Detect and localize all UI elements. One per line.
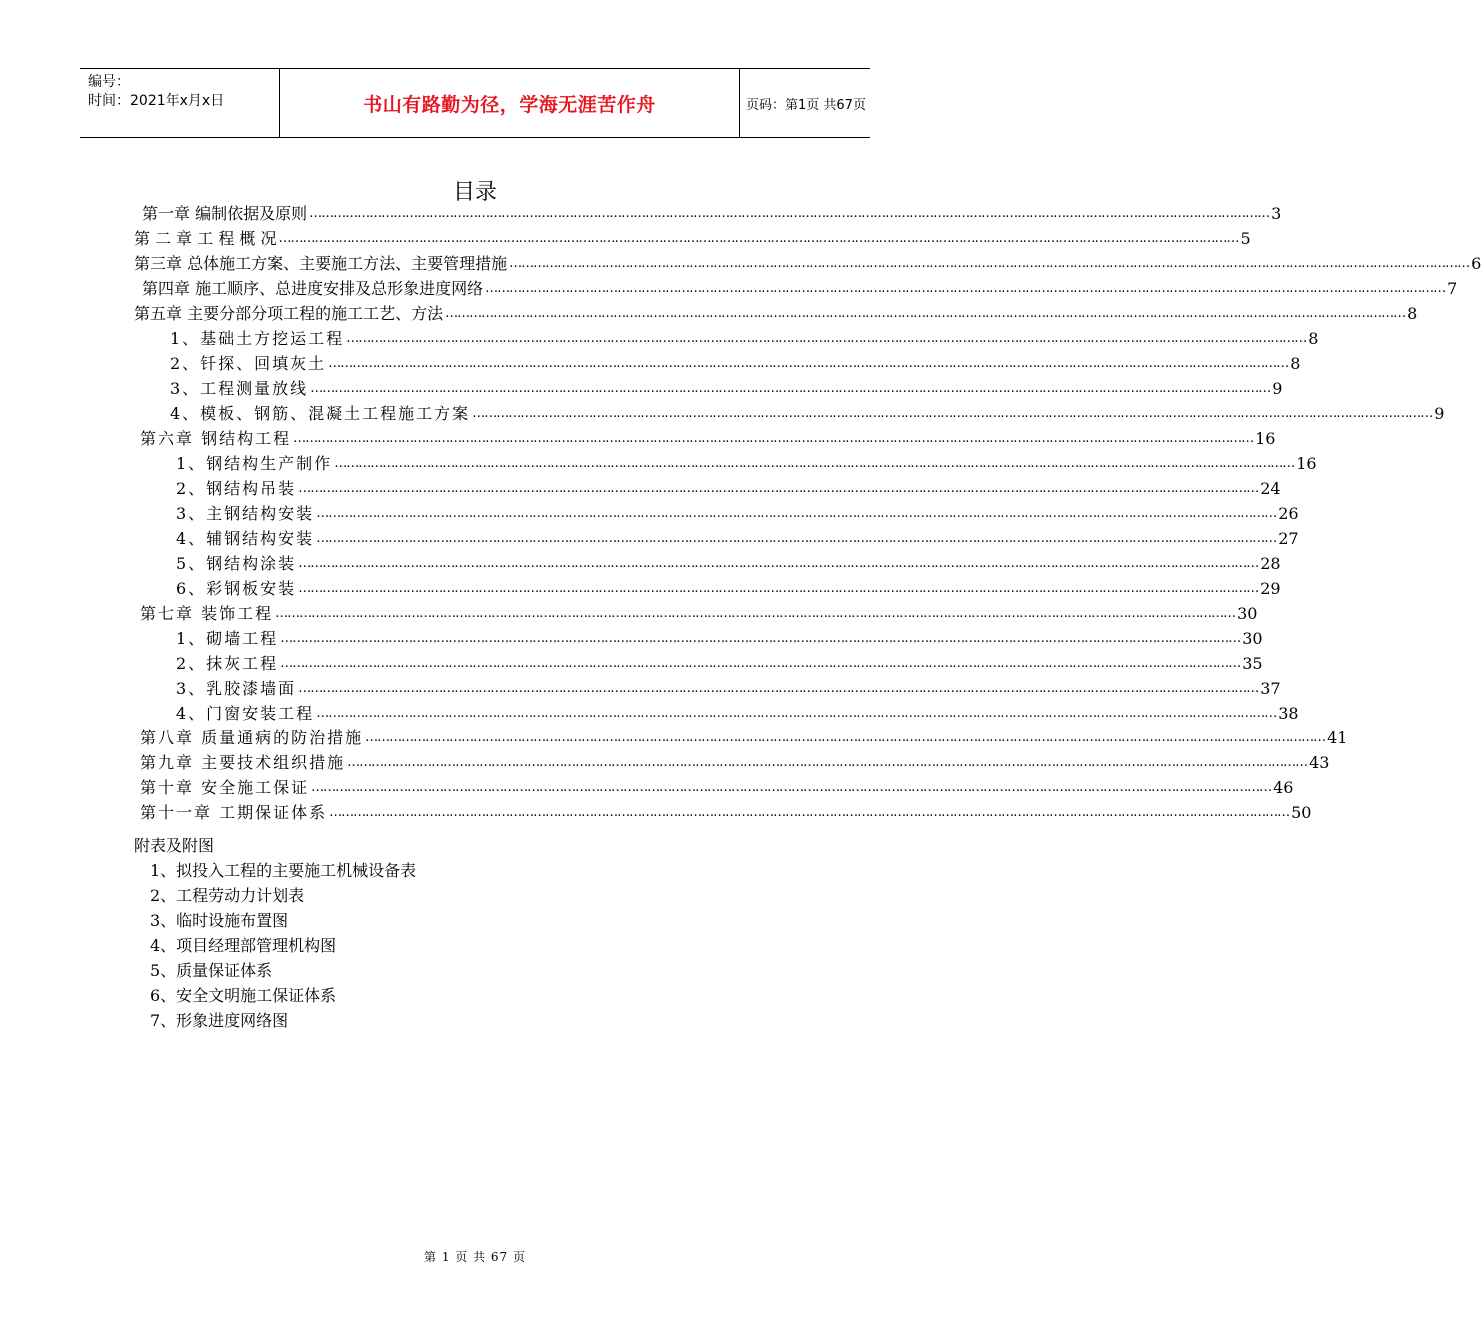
toc-entry[interactable]	[140, 428, 1276, 450]
toc-entry[interactable]	[176, 653, 1263, 675]
toc-leader-dots: ……………………………………………………………………………………………………………………………………………………………………………………………………………………	[316, 506, 1277, 521]
toc-leader-dots: ……………………………………………………………………………………………………………………………………………………………………………………………………………………	[309, 206, 1270, 221]
toc-entry-label: 第七章 装饰工程	[140, 604, 274, 623]
toc-entry[interactable]	[140, 752, 1330, 774]
toc-entry-label: 4、门窗安装工程	[176, 704, 315, 723]
toc-leader-dots: ……………………………………………………………………………………………………………………………………………………………………………………………………………………	[509, 256, 1470, 271]
toc-leader-dots: ……………………………………………………………………………………………………………………………………………………………………………………………………………………	[311, 780, 1272, 795]
toc-entry-label: 第 二 章 工 程 概 况	[134, 229, 277, 248]
toc-entry[interactable]	[140, 777, 1294, 799]
toc-entry-label: 2、抹灰工程	[176, 654, 279, 673]
toc-entry-page: 30	[1237, 604, 1258, 623]
toc-leader-dots: ……………………………………………………………………………………………………………………………………………………………………………………………………………………	[485, 281, 1446, 296]
toc-entry[interactable]	[176, 528, 1299, 550]
toc-entry-label: 第五章 主要分部分项工程的施工工艺、方法	[134, 304, 444, 323]
toc-entry-label: 第九章 主要技术组织措施	[140, 753, 346, 772]
appendix-item: 4、项目经理部管理机构图	[150, 936, 337, 955]
toc-leader-dots: ……………………………………………………………………………………………………………………………………………………………………………………………………………………	[280, 656, 1241, 671]
toc-entry-label: 3、主钢结构安装	[176, 504, 315, 523]
toc-title: 目录	[452, 180, 497, 205]
toc-entry-page: 37	[1260, 679, 1281, 698]
toc-leader-dots: ……………………………………………………………………………………………………………………………………………………………………………………………………………………	[329, 805, 1290, 820]
header-motto: 书山有路勤为径，学海无涯苦作舟	[280, 69, 740, 137]
page-header	[80, 68, 870, 138]
toc-entry[interactable]	[176, 678, 1281, 700]
toc-leader-dots: ……………………………………………………………………………………………………………………………………………………………………………………………………………………	[346, 331, 1307, 346]
toc-entry[interactable]	[140, 727, 1348, 749]
toc-entry-label: 3、乳胶漆墙面	[176, 679, 297, 698]
toc-entry-page: 16	[1296, 454, 1317, 473]
appendix-item: 1、拟投入工程的主要施工机械设备表	[150, 861, 417, 880]
toc-leader-dots: ……………………………………………………………………………………………………………………………………………………………………………………………………………………	[316, 706, 1277, 721]
toc-entry-page: 24	[1260, 479, 1281, 498]
toc-entry-label: 第一章 编制依据及原则	[142, 204, 308, 223]
toc-entry[interactable]	[134, 253, 1481, 275]
toc-entry[interactable]	[176, 578, 1281, 600]
toc-entry[interactable]	[134, 228, 1251, 250]
toc-entry[interactable]	[176, 453, 1317, 475]
toc-entry-page: 9	[1434, 404, 1445, 423]
appendix-title: 附表及附图	[134, 836, 215, 855]
toc-entry[interactable]	[134, 303, 1418, 325]
toc-entry-page: 7	[1447, 279, 1458, 298]
toc-entry[interactable]	[170, 353, 1301, 375]
toc-entry-page: 8	[1290, 354, 1301, 373]
toc-entry-page: 38	[1278, 704, 1299, 723]
toc-entry-page: 26	[1278, 504, 1299, 523]
appendix-item: 7、形象进度网络图	[150, 1011, 289, 1030]
toc-leader-dots: ……………………………………………………………………………………………………………………………………………………………………………………………………………………	[298, 581, 1259, 596]
toc-entry[interactable]	[140, 802, 1312, 824]
toc-entry-page: 6	[1471, 254, 1481, 273]
toc-entry[interactable]	[176, 703, 1299, 725]
appendix-item: 6、安全文明施工保证体系	[150, 986, 337, 1005]
toc-entry-label: 2、钢结构吊装	[176, 479, 297, 498]
toc-entry[interactable]	[140, 603, 1258, 625]
header-date: 时间：2021年x月x日	[88, 93, 225, 109]
toc-entry[interactable]	[142, 203, 1282, 225]
toc-leader-dots: ……………………………………………………………………………………………………………………………………………………………………………………………………………………	[280, 631, 1241, 646]
toc-entry[interactable]	[176, 478, 1281, 500]
toc-entry-label: 1、钢结构生产制作	[176, 454, 333, 473]
toc-entry-label: 2、钎探、回填灰土	[170, 354, 327, 373]
toc-entry-page: 50	[1291, 803, 1312, 822]
toc-entry[interactable]	[170, 328, 1319, 350]
toc-entry[interactable]	[176, 628, 1263, 650]
appendix-item: 2、工程劳动力计划表	[150, 886, 305, 905]
toc-entry[interactable]	[142, 278, 1458, 300]
toc-entry[interactable]	[176, 503, 1299, 525]
toc-leader-dots: ……………………………………………………………………………………………………………………………………………………………………………………………………………………	[298, 556, 1259, 571]
toc-leader-dots: ……………………………………………………………………………………………………………………………………………………………………………………………………………………	[278, 231, 1239, 246]
header-number: 编号：	[88, 74, 130, 90]
toc-entry-label: 第十章 安全施工保证	[140, 778, 310, 797]
toc-leader-dots: ……………………………………………………………………………………………………………………………………………………………………………………………………………………	[316, 531, 1277, 546]
toc-entry-page: 16	[1255, 429, 1276, 448]
toc-entry-label: 1、砌墙工程	[176, 629, 279, 648]
toc-entry-page: 43	[1309, 753, 1330, 772]
toc-entry-page: 3	[1271, 204, 1282, 223]
toc-entry-page: 9	[1272, 379, 1283, 398]
toc-entry-label: 6、彩钢板安装	[176, 579, 297, 598]
toc-entry-page: 28	[1260, 554, 1281, 573]
toc-leader-dots: ……………………………………………………………………………………………………………………………………………………………………………………………………………………	[334, 456, 1295, 471]
toc-entry-page: 35	[1242, 654, 1263, 673]
toc-entry-page: 30	[1242, 629, 1263, 648]
toc-entry[interactable]	[170, 378, 1283, 400]
toc-leader-dots: ……………………………………………………………………………………………………………………………………………………………………………………………………………………	[347, 755, 1308, 770]
toc-entry-label: 第四章 施工顺序、总进度安排及总形象进度网络	[142, 279, 484, 298]
toc-leader-dots: ……………………………………………………………………………………………………………………………………………………………………………………………………………………	[275, 606, 1236, 621]
toc-entry-label: 第十一章 工期保证体系	[140, 803, 328, 822]
toc-entry-label: 第六章 钢结构工程	[140, 429, 292, 448]
toc-leader-dots: ……………………………………………………………………………………………………………………………………………………………………………………………………………………	[310, 381, 1271, 396]
toc-entry-label: 3、工程测量放线	[170, 379, 309, 398]
appendix-item: 3、临时设施布置图	[150, 911, 289, 930]
toc-leader-dots: ……………………………………………………………………………………………………………………………………………………………………………………………………………………	[328, 356, 1289, 371]
toc-entry-page: 8	[1407, 304, 1418, 323]
toc-leader-dots: ……………………………………………………………………………………………………………………………………………………………………………………………………………………	[293, 431, 1254, 446]
toc-leader-dots: ……………………………………………………………………………………………………………………………………………………………………………………………………………………	[445, 306, 1406, 321]
toc-entry-label: 1、基础土方挖运工程	[170, 329, 345, 348]
toc-entry-page: 5	[1240, 229, 1251, 248]
toc-leader-dots: ……………………………………………………………………………………………………………………………………………………………………………………………………………………	[298, 481, 1259, 496]
page-footer: 第 1 页 共 67 页	[424, 1250, 526, 1264]
toc-entry-page: 29	[1260, 579, 1281, 598]
toc-entry[interactable]	[170, 403, 1445, 425]
header-page-info: 页码：第1页 共67页	[746, 97, 866, 113]
toc-entry-label: 4、模板、钢筋、混凝土工程施工方案	[170, 404, 471, 423]
toc-entry-label: 第八章 质量通病的防治措施	[140, 728, 364, 747]
toc-entry-label: 第三章 总体施工方案、主要施工方法、主要管理措施	[134, 254, 508, 273]
toc-entry[interactable]	[176, 553, 1281, 575]
toc-leader-dots: ……………………………………………………………………………………………………………………………………………………………………………………………………………………	[298, 681, 1259, 696]
toc-entry-page: 41	[1327, 728, 1348, 747]
toc-entry-page: 46	[1273, 778, 1294, 797]
toc-leader-dots: ……………………………………………………………………………………………………………………………………………………………………………………………………………………	[365, 730, 1326, 745]
header-meta	[80, 69, 280, 137]
toc-entry-page: 8	[1308, 329, 1319, 348]
toc-entry-label: 4、辅钢结构安装	[176, 529, 315, 548]
toc-entry-page: 27	[1278, 529, 1299, 548]
toc-leader-dots: ……………………………………………………………………………………………………………………………………………………………………………………………………………………	[472, 406, 1433, 421]
toc-entry-label: 5、钢结构涂装	[176, 554, 297, 573]
appendix-item: 5、质量保证体系	[150, 961, 273, 980]
